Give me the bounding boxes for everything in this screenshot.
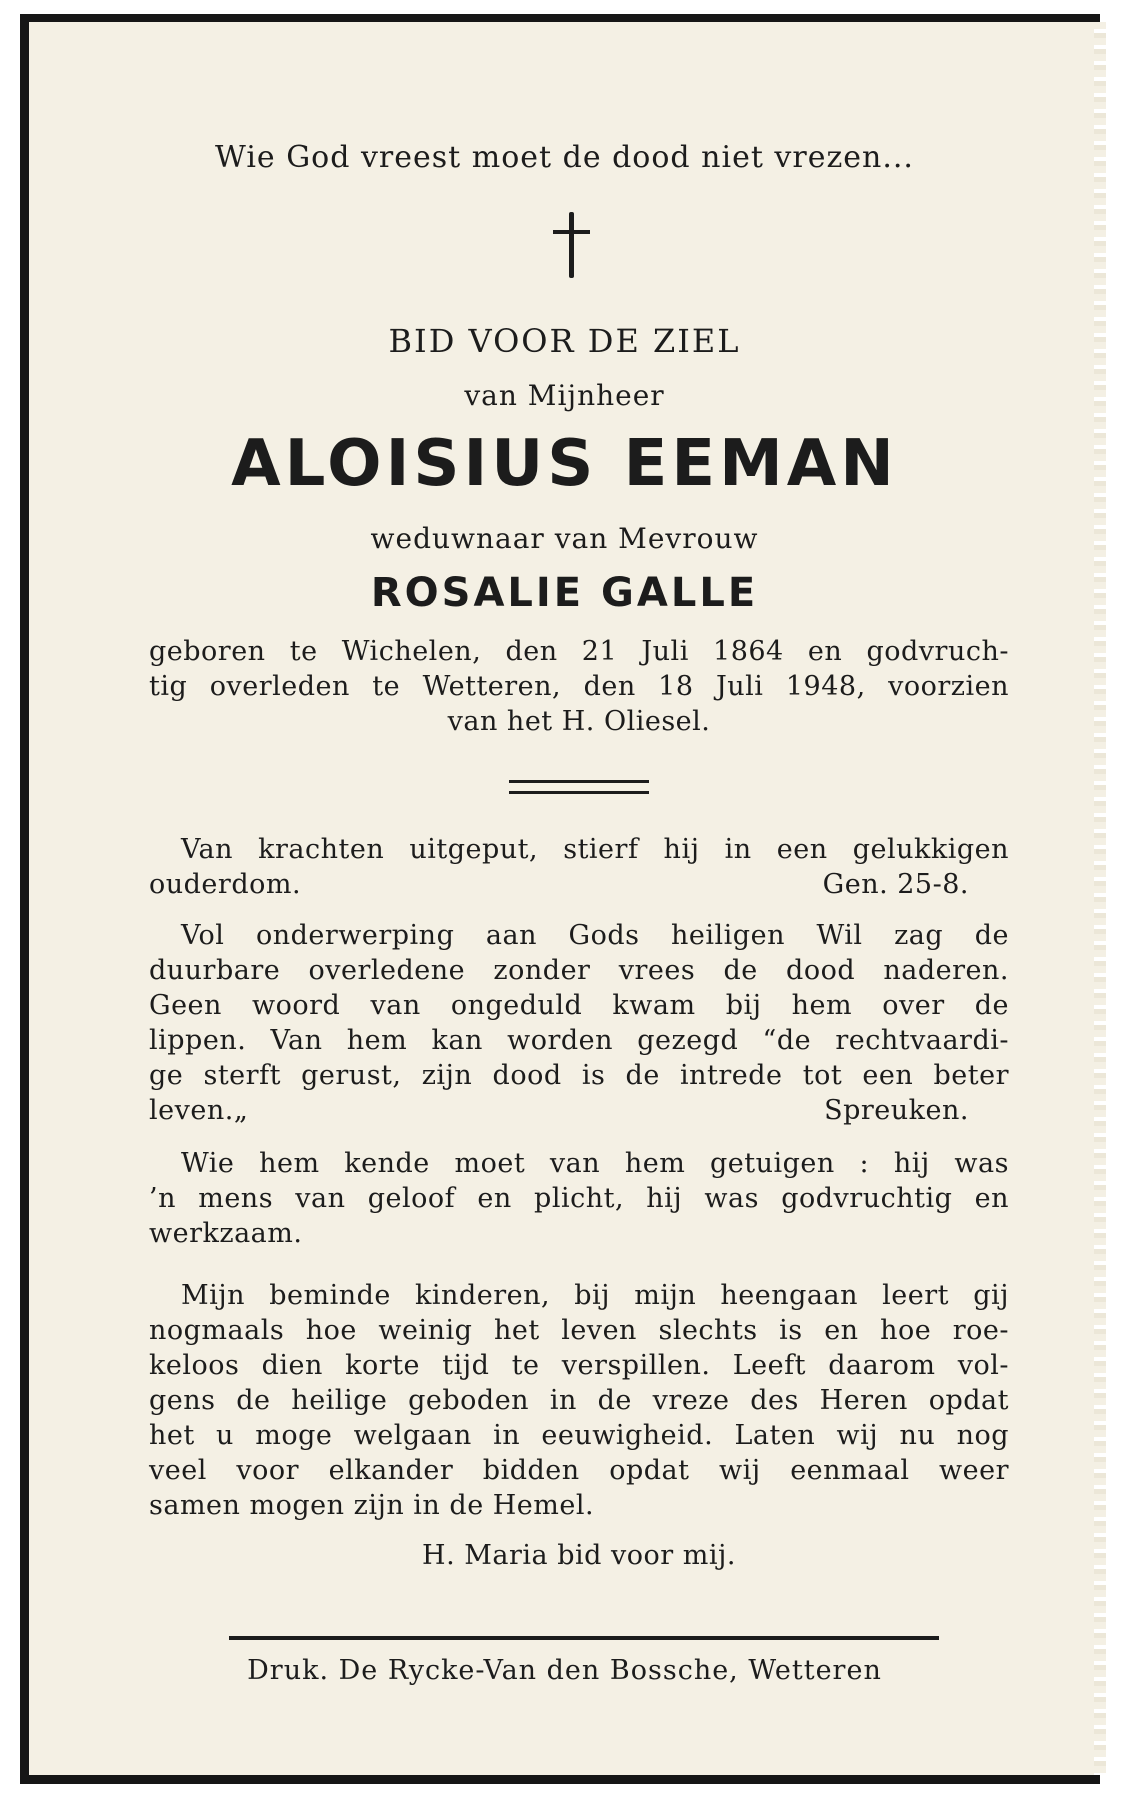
- paragraph-line: keloos dien korte tijd te verspillen. Leeft daarom vol-: [149, 1350, 1009, 1381]
- title-prefix: van Mijnheer: [464, 379, 665, 412]
- paragraph-text: leven.„: [149, 1095, 249, 1126]
- paragraph-line: Wie hem kende moet van hem getuigen : hij was: [181, 1148, 1009, 1179]
- paragraph-last-line: [149, 1093, 1009, 1128]
- paragraph-line: het u moge welgaan in eeuwigheid. Laten wij nu nog: [149, 1420, 1009, 1451]
- paragraph-line: Mijn beminde kinderen, bij mijn heengaan leert gij: [181, 1280, 1009, 1311]
- paragraph-last-line: samen mogen zijn in de Hemel.: [149, 1490, 595, 1521]
- birth-line-3: van het H. Oliesel.: [447, 706, 711, 737]
- bible-reference: Spreuken.: [824, 1095, 969, 1126]
- spouse-name: ROSALIE GALLE: [370, 570, 759, 616]
- printer-credit: Druk. De Rycke-Van den Bossche, Wetteren: [247, 1655, 882, 1686]
- paragraph-3: [149, 1146, 1009, 1251]
- memorial-card: [20, 14, 1100, 1784]
- paragraph-line: ge sterft gerust, zijn dood is de intrede tot een beter: [149, 1060, 1009, 1091]
- paragraph-text: ouderdom.: [149, 869, 302, 900]
- paragraph-1: [149, 832, 1009, 902]
- relation: weduwnaar van Mevrouw: [370, 522, 759, 555]
- ornament-divider: [509, 780, 649, 794]
- paragraph-line: lippen. Van hem kan worden gezegd “de rechtvaardi-: [149, 1025, 1009, 1056]
- footer-rule: [229, 1636, 939, 1640]
- paragraph-line: nogmaals hoe weinig het leven slechts is en hoe roe-: [149, 1315, 1009, 1346]
- paragraph-last-line: [149, 867, 1009, 902]
- paragraph-line: Vol onderwerping aan Gods heiligen Wil zag de: [181, 920, 1009, 951]
- paragraph-last-line: werkzaam.: [149, 1218, 303, 1249]
- closing-prayer: H. Maria bid voor mij.: [422, 1540, 736, 1571]
- paragraph-line: ’n mens van geloof en plicht, hij was godvruchtig en: [149, 1183, 1009, 1214]
- torn-edge: [1094, 22, 1106, 1775]
- bible-reference: Gen. 25-8.: [822, 869, 969, 900]
- paragraph-line: veel voor elkander bidden opdat wij eenmaal weer: [149, 1455, 1009, 1486]
- cross-icon: [569, 212, 573, 278]
- paragraph-2: [149, 918, 1009, 1128]
- motto: Wie God vreest moet de dood niet vrezen...: [215, 140, 914, 175]
- paragraph-line: Geen woord van ongeduld kwam bij hem over de: [149, 990, 1009, 1021]
- paragraph-line: gens de heilige geboden in de vreze des Heren opdat: [149, 1385, 1009, 1416]
- birth-line-2: tig overleden te Wetteren, den 18 Juli 1948, voorzien: [149, 671, 1009, 702]
- heading: BID VOOR DE ZIEL: [388, 322, 741, 360]
- birth-death-text: [149, 634, 1009, 739]
- paragraph-4: [149, 1278, 1009, 1523]
- paragraph-line: duurbare overledene zonder vrees de dood naderen.: [149, 955, 1009, 986]
- birth-line-1: geboren te Wichelen, den 21 Juli 1864 en godvruch-: [149, 636, 1009, 667]
- deceased-name: ALOISIUS EEMAN: [231, 427, 898, 501]
- paragraph-line: Van krachten uitgeput, stierf hij in een gelukkigen: [181, 834, 1009, 865]
